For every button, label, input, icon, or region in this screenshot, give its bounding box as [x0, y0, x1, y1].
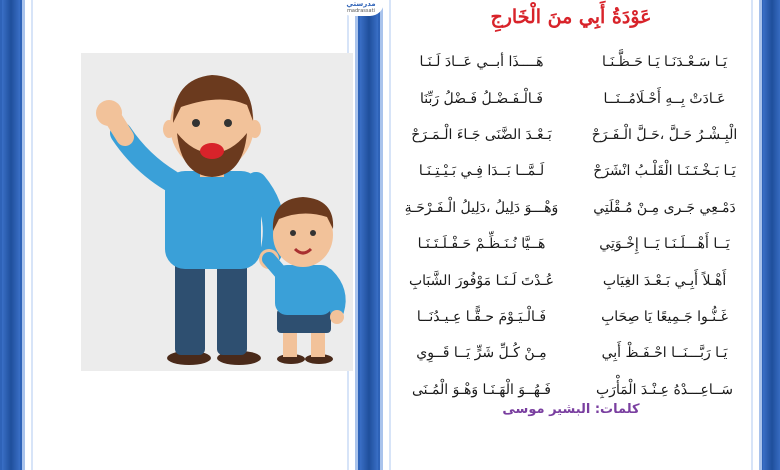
- verse-first-half: عَـادَتْ بِــهِ أَحْـلَامُــنَــا: [603, 90, 726, 107]
- right-border-stripe: [763, 0, 780, 470]
- logo-latin-text: madrassati: [347, 8, 375, 14]
- poem-page: [380, 0, 762, 470]
- illustration-page: [22, 0, 358, 470]
- verse-second-half: فَـهُــوَ الْهَـنَـا وَهْـوَ الْمُـنَى: [411, 381, 551, 398]
- poem-row: [397, 190, 749, 226]
- verse-second-half: مِـنْ كُـلِّ شَرٍّ يَــا قَــوِي: [416, 345, 547, 362]
- poem-row: [397, 299, 749, 335]
- father-and-son-icon: [81, 53, 353, 371]
- verse-second-half: فَـالْـيَـوْمَ حـقًّـا عِـيـدُنَــا: [416, 308, 547, 325]
- verse-second-half: عُـدْتَ لَـنَـا مَوْفُورَ الشَّبَابِ: [408, 272, 554, 289]
- verse-first-half: يَـا رَبَّـــنَــا احْـفَـظْ أَبِي: [601, 345, 728, 362]
- poem-row: [397, 335, 749, 371]
- poem-row: [397, 80, 749, 116]
- verse-first-half: أَهْـلاً أَبِـي بَـعْـدَ الغِيَابِ: [602, 272, 727, 289]
- verse-first-half: يَــا أَهْـــلَـنَـا يَــا إِخْـوَتِي: [599, 236, 730, 253]
- father-and-son-illustration: [81, 53, 353, 371]
- verse-second-half: وَهْـــوَ دَلِيلُ ،دَلِيلُ الْـفَـرْحَـةِ: [404, 199, 559, 216]
- verse-first-half: دَمْـعِي جَـرى مِـنْ مُـقْلَتِي: [593, 199, 736, 216]
- poem-row: [397, 262, 749, 298]
- verse-second-half: فَـالْـفَـضْـلُ فَـضْلُ رَبِّنَا: [419, 90, 543, 107]
- site-logo[interactable]: [338, 0, 384, 16]
- poem-row: [397, 153, 749, 189]
- poem-credit: كلمات: البشير موسى: [502, 402, 640, 417]
- verse-second-half: لَـمَّــا بَــدَا فِـي بَـيْـتِـنَـا: [418, 163, 545, 180]
- verse-first-half: يَـا سَـعْـدَنَـا يَـا حَـظَّـنَـا: [601, 54, 728, 71]
- poem-row: [397, 44, 749, 80]
- left-border-stripe: [2, 0, 20, 470]
- verse-second-half: هَــــذَا أبــي عَــادَ لَـنَـا: [419, 54, 544, 71]
- poem-row: [397, 226, 749, 262]
- verse-first-half: الْبِـشْـرُ حَـلَّ ،حَـلَّ الْـفَـرَحْ: [591, 126, 738, 143]
- logo-arabic-text: مدرستي: [346, 0, 376, 8]
- poem-title: عَوْدَةُ أَبِي منَ الْخَارجِ: [490, 6, 652, 28]
- poem-row: [397, 117, 749, 153]
- verse-first-half: سَــاعِـــدْهُ عِـنْـدَ الْمَأْرَبِ: [596, 381, 734, 398]
- center-border-stripe: [360, 0, 378, 470]
- verse-second-half: هَــيَّا نُـنَـظِّـمْ حَـفْـلَـتَـنَـا: [417, 236, 546, 253]
- verse-first-half: يَـا بَـخْـتَـنَـا الْقَلْـبُ انْشَرَحْ: [593, 163, 736, 180]
- verse-second-half: بَـعْـدَ الضَّنَى جَـاءَ الْـمَـرَحْ: [411, 126, 552, 143]
- verse-first-half: غَـنُّـوا جَـمِيعًا يَا صِحَابِ: [601, 308, 728, 325]
- poem-verses: [397, 44, 749, 408]
